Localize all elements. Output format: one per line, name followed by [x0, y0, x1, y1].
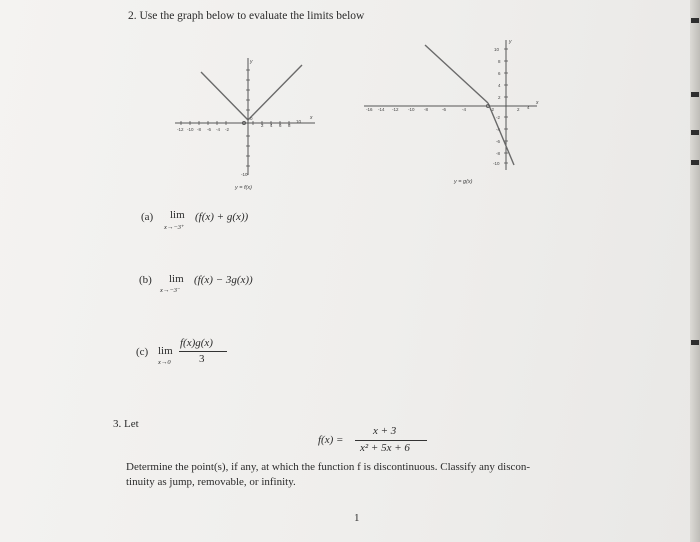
- part-c-numerator: f(x)g(x): [180, 337, 213, 349]
- f-xtick: 10: [296, 119, 302, 124]
- g-xtick: -10: [408, 107, 415, 112]
- g-ytick: -2: [496, 115, 501, 120]
- graph-f: [165, 50, 335, 200]
- q3-denominator: x² + 5x + 6: [360, 442, 410, 454]
- f-xtick: -8: [197, 127, 202, 132]
- part-c-label: (c): [136, 346, 149, 358]
- f-xtick: 6: [279, 123, 282, 128]
- part-c-lim: lim: [158, 345, 173, 357]
- f-x-letter: x: [310, 115, 313, 121]
- f-xtick: -12: [177, 127, 184, 132]
- g-ytick: -8: [496, 151, 501, 156]
- f-xtick: 4: [270, 123, 273, 128]
- f-xtick: 0: [250, 116, 253, 121]
- g-xtick: -6: [442, 107, 447, 112]
- f-xtick: -2: [225, 127, 230, 132]
- part-b-expression: (f(x) − 3g(x)): [194, 274, 253, 286]
- g-lower-branch: [488, 103, 514, 165]
- q3-numerator: x + 3: [373, 425, 397, 437]
- g-xtick: -16: [366, 107, 373, 112]
- q3-fraction-bar: [355, 440, 427, 441]
- edge-mark: [691, 340, 699, 345]
- g-ytick: 4: [498, 83, 501, 88]
- g-xtick: -12: [392, 107, 399, 112]
- part-c-fraction-bar: [179, 351, 227, 352]
- part-a-subscript: x→−3⁺: [164, 224, 185, 231]
- g-xtick: -8: [424, 107, 429, 112]
- page-number: 1: [354, 512, 360, 524]
- question-3-label: 3. Let: [113, 418, 139, 430]
- g-ytick: 2: [498, 95, 501, 100]
- f-ytick-bottom: -10: [241, 172, 248, 177]
- edge-mark: [691, 130, 699, 135]
- f-y-letter: y: [250, 59, 253, 65]
- g-ytick: -10: [493, 161, 500, 166]
- q3-instruction-line2: tinuity as jump, removable, or infinity.: [126, 476, 296, 488]
- part-b-label: (b): [139, 274, 152, 286]
- edge-mark: [691, 18, 699, 23]
- question-2-heading: 2. Use the graph below to evaluate the limits below: [128, 10, 365, 22]
- g-xtick: -2: [490, 107, 495, 112]
- part-b-subscript: x→−3⁻: [160, 287, 181, 294]
- f-xtick: 8: [288, 123, 291, 128]
- part-c-subscript: x→0: [158, 359, 171, 366]
- g-y-letter: y: [509, 39, 512, 45]
- part-a-expression: (f(x) + g(x)): [195, 211, 249, 223]
- g-upper-branch: [425, 45, 488, 103]
- f-right-branch: [248, 65, 302, 120]
- edge-mark: [691, 92, 699, 97]
- q3-instruction-line1: Determine the point(s), if any, at which the function f is discontinuous. Classify any discon-: [126, 461, 531, 473]
- g-ytick: -4: [496, 127, 501, 132]
- part-a-lim: lim: [170, 209, 185, 221]
- g-xtick: 4: [527, 105, 530, 110]
- g-caption: y = g(x): [454, 179, 473, 185]
- part-b-lim: lim: [169, 273, 184, 285]
- f-left-branch: [201, 72, 248, 120]
- edge-mark: [691, 160, 699, 165]
- graph-g: [362, 35, 542, 185]
- g-ytick: 10: [494, 47, 500, 52]
- f-caption: y = f(x): [235, 185, 252, 191]
- part-c-denominator: 3: [199, 353, 205, 365]
- f-xtick: -4: [216, 127, 221, 132]
- f-xtick: -6: [207, 127, 212, 132]
- g-xtick: 2: [517, 107, 520, 112]
- f-xtick: 2: [261, 123, 264, 128]
- g-x-letter: x: [536, 100, 539, 106]
- part-a-label: (a): [141, 211, 154, 223]
- g-ytick: -6: [496, 139, 501, 144]
- f-xtick: -10: [187, 127, 194, 132]
- g-xtick: -14: [378, 107, 385, 112]
- adjacent-page-edge: [690, 0, 700, 542]
- g-xtick: -4: [462, 107, 467, 112]
- g-ytick: 8: [498, 59, 501, 64]
- g-ytick: 6: [498, 71, 501, 76]
- q3-function-lhs: f(x) =: [318, 434, 344, 446]
